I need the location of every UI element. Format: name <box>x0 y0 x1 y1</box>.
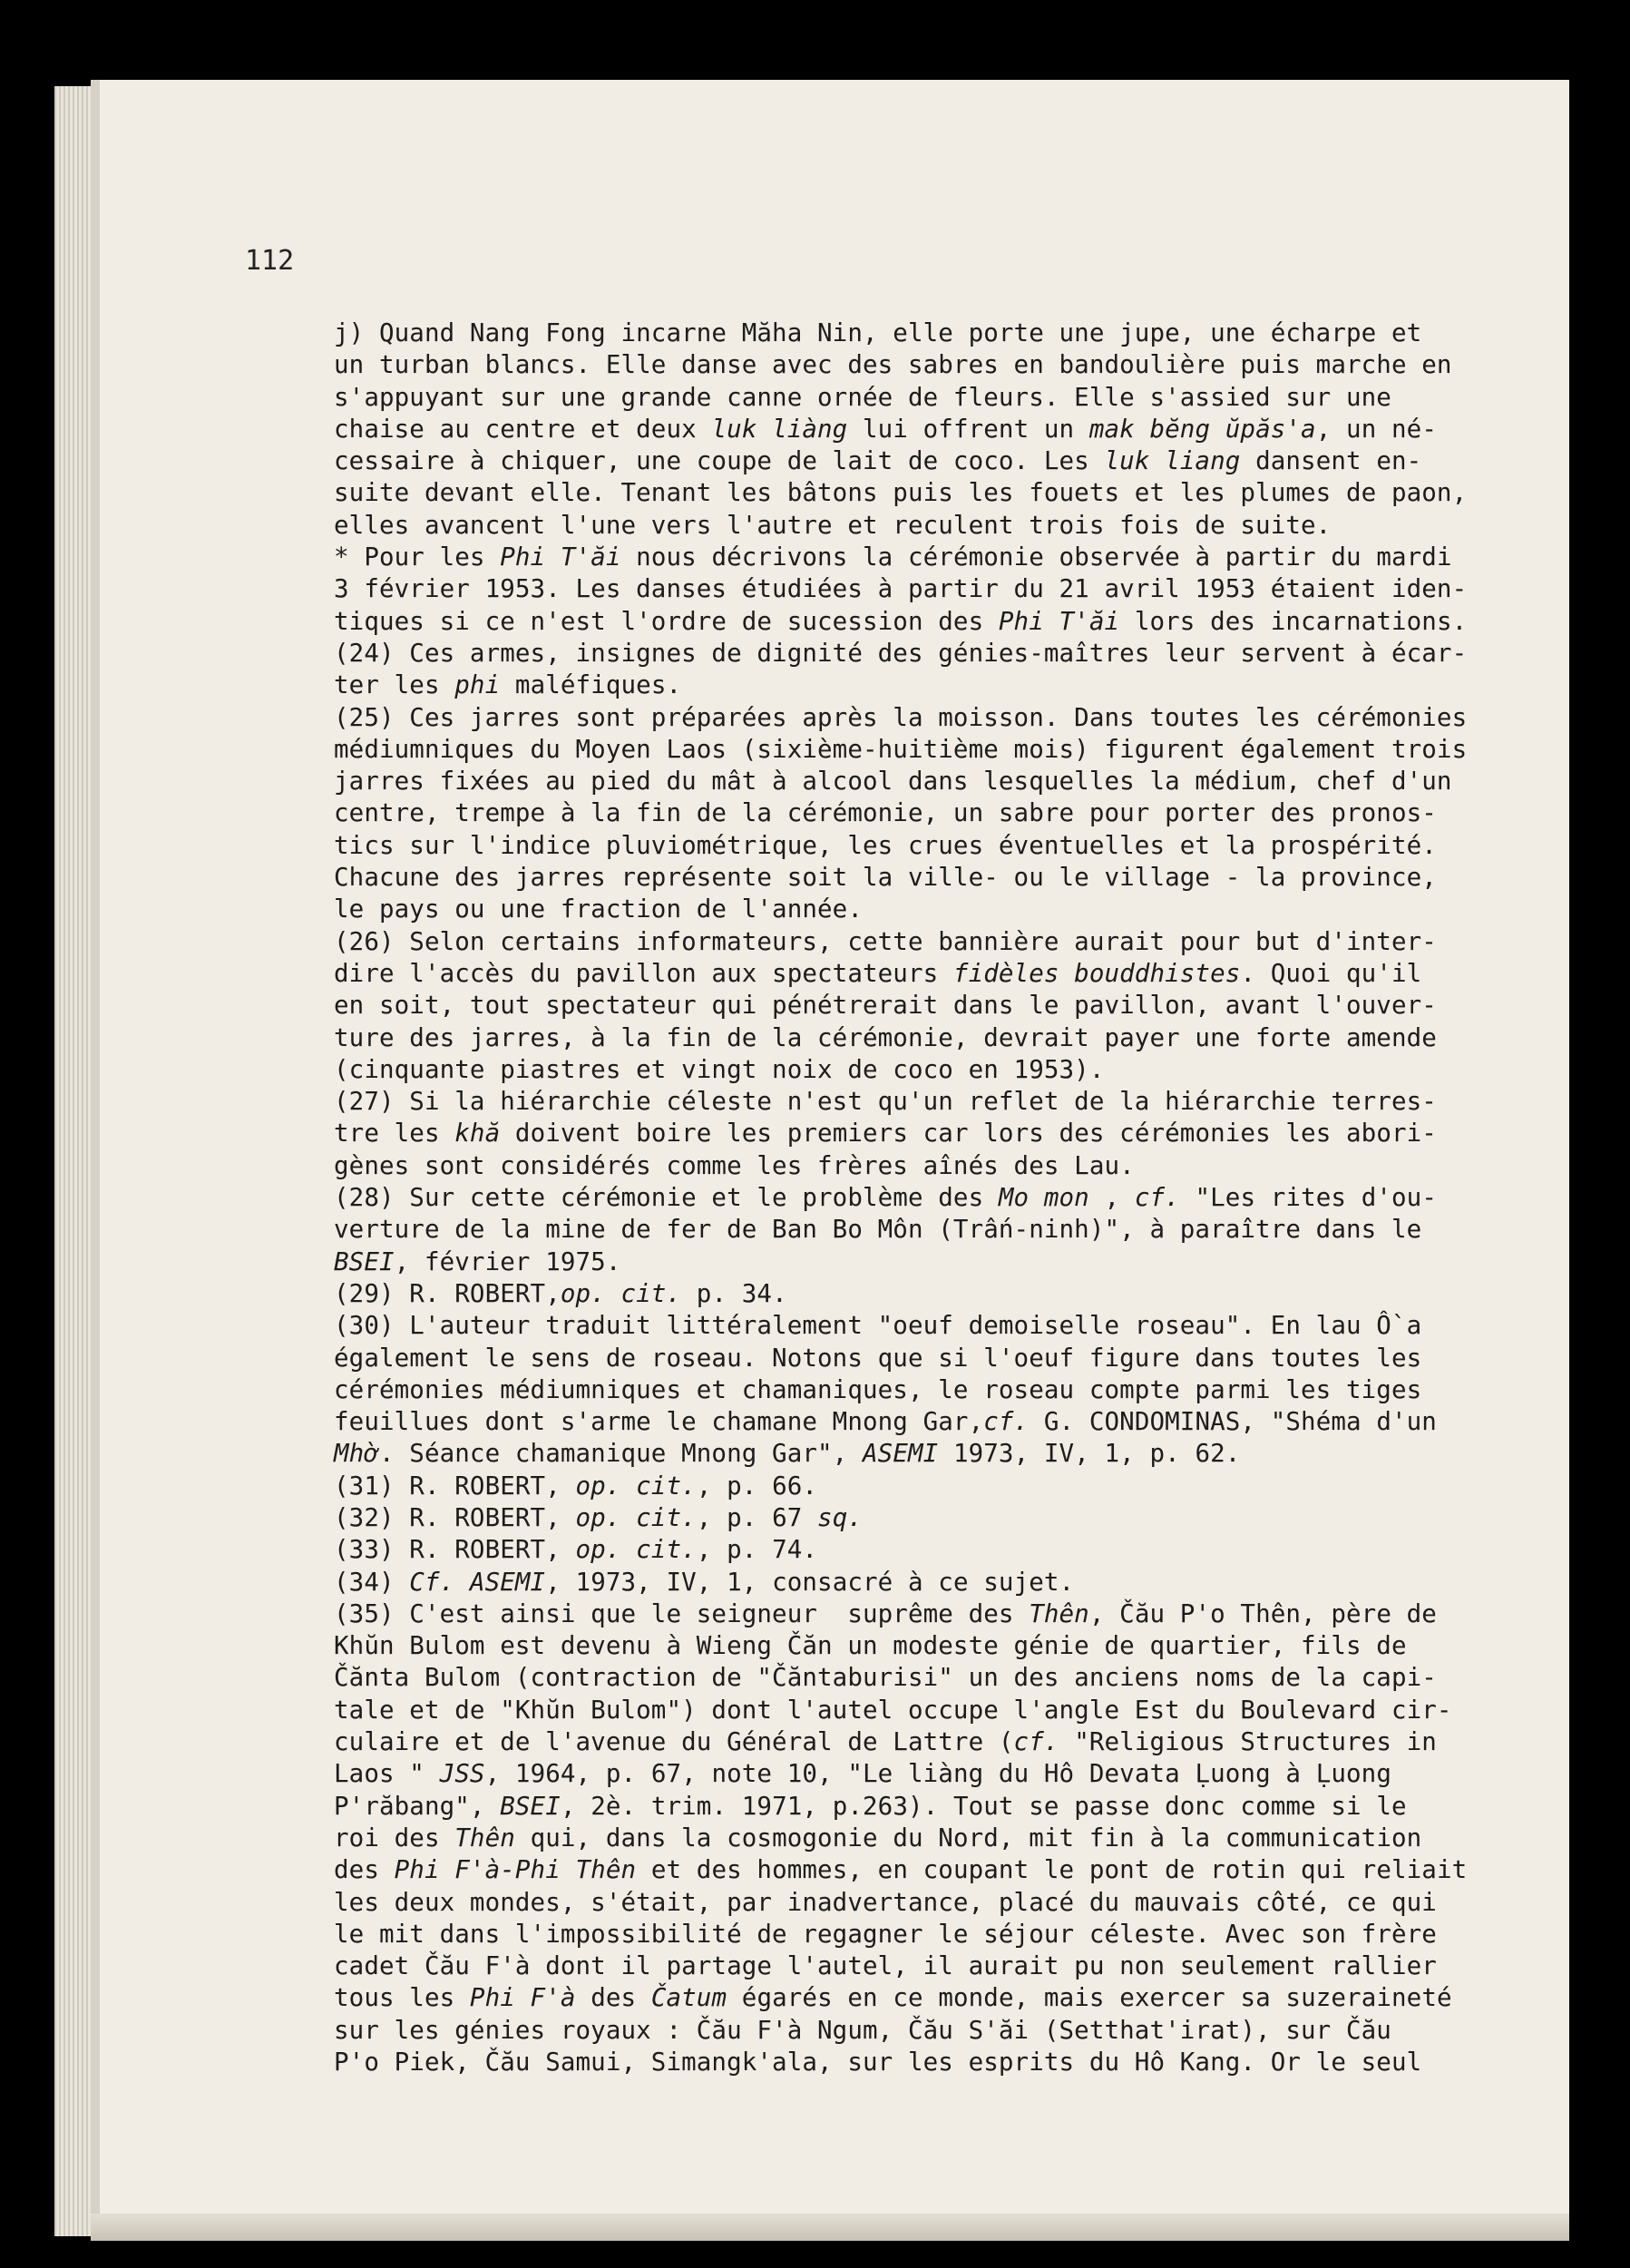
italic-term: sq. <box>817 1502 864 1532</box>
text-line <box>334 830 1513 862</box>
text-run: (32) R. ROBERT, <box>334 1502 576 1532</box>
text-line <box>334 1791 1513 1823</box>
text-line <box>334 1534 1513 1566</box>
text-run: (cinquante piastres et vingt noix de coco en 1953). <box>334 1054 1105 1084</box>
text-run: j) Quand Nang Fong incarne Măha Nin, elle porte une jupe, une écharpe et <box>334 318 1422 347</box>
text-run: tiques si ce n'est l'ordre de sucession des <box>334 606 999 636</box>
italic-term: op. cit. <box>575 1502 697 1532</box>
text-line <box>334 1150 1513 1182</box>
text-run: (31) R. ROBERT, <box>334 1471 576 1501</box>
text-line <box>334 2015 1513 2047</box>
text-line <box>334 670 1513 701</box>
text-run: le pays ou une fraction de l'année. <box>334 894 863 924</box>
italic-term: op. cit. <box>575 1535 697 1565</box>
text-run: P'o Piek, Čău Samui, Simangk'ala, sur les esprits du Hô Kang. Or le seul <box>334 2048 1422 2077</box>
text-run: feuillues dont s'arme le chamane Mnong Gar, <box>334 1407 984 1437</box>
italic-term: Phi F'à-Phi Thên <box>394 1855 637 1885</box>
italic-term: Phi T'ăi <box>998 606 1120 636</box>
italic-term: ASEMI <box>863 1439 939 1469</box>
text-line <box>334 1086 1513 1118</box>
text-run: * Pour les <box>334 543 501 572</box>
text-run: (26) Selon certains informateurs, cette bannière aurait pour but d'inter- <box>334 926 1437 956</box>
italic-term: Thên <box>454 1823 515 1853</box>
text-run: , un né- <box>1315 414 1437 444</box>
text-run: cessaire à chiquer, une coupe de lait de coco. Les <box>334 446 1105 476</box>
text-run: P'răbang", <box>334 1791 501 1821</box>
text-line <box>334 318 1513 349</box>
text-line <box>334 1695 1513 1726</box>
italic-term: luk liang <box>1104 446 1241 476</box>
text-run: des <box>575 1983 651 2013</box>
italic-term: Mo mon <box>998 1183 1089 1213</box>
text-run: , p. 67 <box>696 1502 818 1532</box>
italic-term: khă <box>454 1119 501 1149</box>
text-run: (25) Ces jarres sont préparées après la moisson. Dans toutes les cérémonies <box>334 702 1468 732</box>
text-run: et des hommes, en coupant le pont de rotin qui reliait <box>636 1855 1468 1885</box>
italic-term: op. cit. <box>575 1471 697 1501</box>
page-stack-edge <box>54 86 93 2236</box>
text-line <box>334 1567 1513 1598</box>
text-line <box>334 702 1513 734</box>
text-run: p. 34. <box>681 1278 787 1308</box>
text-line <box>334 573 1513 605</box>
text-run: 3 février 1953. Les danses étudiées à partir du 21 avril 1953 étaient iden- <box>334 574 1468 604</box>
text-line <box>334 542 1513 573</box>
text-line <box>334 1471 1513 1502</box>
text-run: des <box>334 1855 395 1885</box>
text-line <box>334 1630 1513 1662</box>
text-run: Khŭn Bulom est devenu à Wieng Čăn un modeste génie de quartier, fils de <box>334 1631 1407 1661</box>
text-run: (34) <box>334 1567 410 1597</box>
footnotes-body <box>334 318 1513 2078</box>
text-line <box>334 1887 1513 1919</box>
text-run: G. CONDOMINAS, "Shéma d'un <box>1029 1407 1437 1437</box>
text-line <box>334 1919 1513 1950</box>
text-run: roi des <box>334 1823 455 1853</box>
text-run: elles avancent l'une vers l'autre et reculent trois fois de suite. <box>334 510 1332 540</box>
text-run: qui, dans la cosmogonie du Nord, mit fin à la communication <box>514 1823 1422 1853</box>
text-run: Laos " <box>334 1759 440 1789</box>
text-line <box>334 2047 1513 2078</box>
text-line <box>334 1054 1513 1086</box>
italic-term: fidèles bouddhistes <box>952 958 1241 988</box>
text-line <box>334 1374 1513 1406</box>
text-run: , 1964, p. 67, note 10, "Le liàng du Hô Devata Ḷuong à Ḷuong <box>484 1759 1391 1789</box>
text-run: Chacune des jarres représente soit la ville- ou le village - la province, <box>334 863 1437 893</box>
text-line <box>334 1022 1513 1054</box>
text-run: (24) Ces armes, insignes de dignité des génies-maîtres leur servent à écar- <box>334 638 1468 668</box>
italic-term: op. cit. <box>560 1278 682 1308</box>
text-line <box>334 1343 1513 1374</box>
text-run: chaise au centre et deux <box>334 414 712 444</box>
text-run: (28) Sur cette cérémonie et le problème des <box>334 1183 999 1213</box>
text-run: (33) R. ROBERT, <box>334 1535 576 1565</box>
text-run: . Quoi qu'il <box>1240 958 1422 988</box>
italic-term: cf. <box>983 1407 1030 1437</box>
text-run: , Čău P'o Thên, père de <box>1088 1598 1437 1628</box>
text-run: égarés en ce monde, mais exercer sa suzeraineté <box>727 1983 1452 2013</box>
text-run: cadet Čău F'à dont il partage l'autel, il aurait pu non seulement rallier <box>334 1951 1437 1981</box>
text-run: "Religious Structures in <box>1059 1727 1437 1757</box>
text-line <box>334 1982 1513 2014</box>
text-line <box>334 510 1513 542</box>
text-line <box>334 1950 1513 1982</box>
text-run: culaire et de l'avenue du Général de Lattre ( <box>334 1727 1014 1757</box>
text-run: dire l'accès du pavillon aux spectateurs <box>334 958 953 988</box>
text-run: maléfiques. <box>500 670 682 700</box>
text-line <box>334 990 1513 1022</box>
text-run: Čănta Bulom (contraction de "Čăntaburisi" un des anciens noms de la capi- <box>334 1663 1437 1693</box>
text-run: , février 1975. <box>394 1246 621 1276</box>
text-line <box>334 1406 1513 1438</box>
text-line <box>334 894 1513 925</box>
text-line <box>334 958 1513 990</box>
text-line <box>334 606 1513 638</box>
text-run: en soit, tout spectateur qui pénétrerait dans le pavillon, avant l'ouver- <box>334 991 1437 1021</box>
text-line <box>334 1502 1513 1534</box>
text-line <box>334 1246 1513 1278</box>
text-run: (27) Si la hiérarchie céleste n'est qu'un reflet de la hiérarchie terres- <box>334 1087 1437 1117</box>
text-run: verture de la mine de fer de Ban Bo Môn (Trấn-ninh)", à paraître dans le <box>334 1215 1422 1245</box>
text-run: dansent en- <box>1240 446 1422 476</box>
italic-term: BSEI <box>334 1246 395 1276</box>
text-run: cérémonies médiumniques et chamaniques, le roseau compte parmi les tiges <box>334 1374 1422 1404</box>
text-line <box>334 445 1513 477</box>
text-run: centre, trempe à la fin de la cérémonie, un sabre pour porter des pronos- <box>334 798 1437 828</box>
text-run: suite devant elle. Tenant les bâtons puis les fouets et les plumes de paon, <box>334 478 1468 508</box>
text-line <box>334 797 1513 829</box>
text-line <box>334 1214 1513 1246</box>
page-bottom-shadow <box>91 2214 1569 2241</box>
text-run: ter les <box>334 670 455 700</box>
text-run: jarres fixées au pied du mât à alcool dans lesquelles la médium, chef d'un <box>334 767 1452 797</box>
text-run: ture des jarres, à la fin de la cérémonie, devrait payer une forte amende <box>334 1022 1437 1052</box>
text-line <box>334 1118 1513 1149</box>
italic-term: luk liàng <box>711 414 848 444</box>
text-run: (29) R. ROBERT, <box>334 1278 561 1308</box>
text-run: les deux mondes, s'était, par inadvertance, placé du mauvais côté, ce qui <box>334 1887 1437 1917</box>
text-line <box>334 382 1513 414</box>
text-line <box>334 1726 1513 1758</box>
text-run: un turban blancs. Elle danse avec des sabres en bandoulière puis marche en <box>334 350 1452 380</box>
text-run: sur les génies royaux : Čău F'à Ngum, Čău S'ăi (Setthat'irat), sur Čău <box>334 2015 1391 2045</box>
italic-term: mak bĕng ŭpăs'a <box>1088 414 1316 444</box>
text-run: (30) L'auteur traduit littéralement "oeuf demoiselle roseau". En lau Ồ a <box>334 1311 1422 1341</box>
italic-term: Thên <box>1029 1598 1089 1628</box>
italic-term: Phi T'ăi <box>500 543 621 572</box>
text-run: s'appuyant sur une grande canne ornée de fleurs. Elle s'assied sur une <box>334 382 1391 412</box>
text-line <box>334 926 1513 958</box>
text-run: gènes sont considérés comme les frères aînés des Lau. <box>334 1150 1135 1180</box>
text-line <box>334 734 1513 766</box>
text-run: nous décrivons la cérémonie observée à partir du mardi <box>620 543 1452 572</box>
text-line <box>334 414 1513 445</box>
italic-term: phi <box>454 670 501 700</box>
text-run: tics sur l'indice pluviométrique, les crues éventuelles et la prospérité. <box>334 830 1437 860</box>
text-line <box>334 862 1513 894</box>
text-line <box>334 349 1513 381</box>
text-run: lors des incarnations. <box>1119 606 1468 636</box>
italic-term: Phi F'à <box>469 1983 576 2013</box>
text-run: également le sens de roseau. Notons que si l'oeuf figure dans toutes les <box>334 1343 1422 1373</box>
italic-term: Čatum <box>650 1983 727 2013</box>
text-run: tre les <box>334 1119 455 1149</box>
italic-term: Mhờ <box>334 1439 379 1469</box>
text-run: tous les <box>334 1983 470 2013</box>
text-run: médiumniques du Moyen Laos (sixième-huitième mois) figurent également trois <box>334 734 1468 764</box>
text-run: , p. 74. <box>696 1535 818 1565</box>
text-line <box>334 1758 1513 1790</box>
text-run: , <box>1088 1183 1135 1213</box>
text-run: (35) C'est ainsi que le seigneur suprême des <box>334 1598 1030 1628</box>
text-line <box>334 1310 1513 1342</box>
text-line <box>334 1438 1513 1470</box>
italic-term: cf. <box>1013 1727 1059 1757</box>
text-line <box>334 1662 1513 1694</box>
text-line <box>334 1854 1513 1886</box>
text-run: le mit dans l'impossibilité de regagner le séjour céleste. Avec son frère <box>334 1919 1437 1949</box>
text-line <box>334 1182 1513 1214</box>
text-run: doivent boire les premiers car lors des cérémonies les abori- <box>500 1119 1437 1149</box>
italic-term: cf. <box>1134 1183 1180 1213</box>
italic-term: JSS <box>439 1759 485 1789</box>
text-line <box>334 638 1513 670</box>
text-run: , p. 66. <box>696 1471 818 1501</box>
text-line <box>334 1598 1513 1630</box>
page-number: 112 <box>245 245 295 277</box>
text-run: , 2è. trim. 1971, p.263). Tout se passe donc comme si le <box>560 1791 1407 1821</box>
text-line <box>334 1278 1513 1310</box>
text-run: 1973, IV, 1, p. 62. <box>938 1439 1241 1469</box>
text-run: . Séance chamanique Mnong Gar", <box>378 1439 863 1469</box>
text-line <box>334 766 1513 797</box>
italic-term: Cf. ASEMI <box>409 1567 546 1597</box>
text-line <box>334 1823 1513 1854</box>
text-run: "Les rites d'ou- <box>1179 1183 1437 1213</box>
text-run: , 1973, IV, 1, consacré à ce sujet. <box>545 1567 1075 1597</box>
text-run: lui offrent un <box>847 414 1089 444</box>
text-line <box>334 477 1513 509</box>
italic-term: BSEI <box>500 1791 561 1821</box>
text-run: tale et de "Khŭn Bulom") dont l'autel occupe l'angle Est du Boulevard cir- <box>334 1695 1452 1725</box>
